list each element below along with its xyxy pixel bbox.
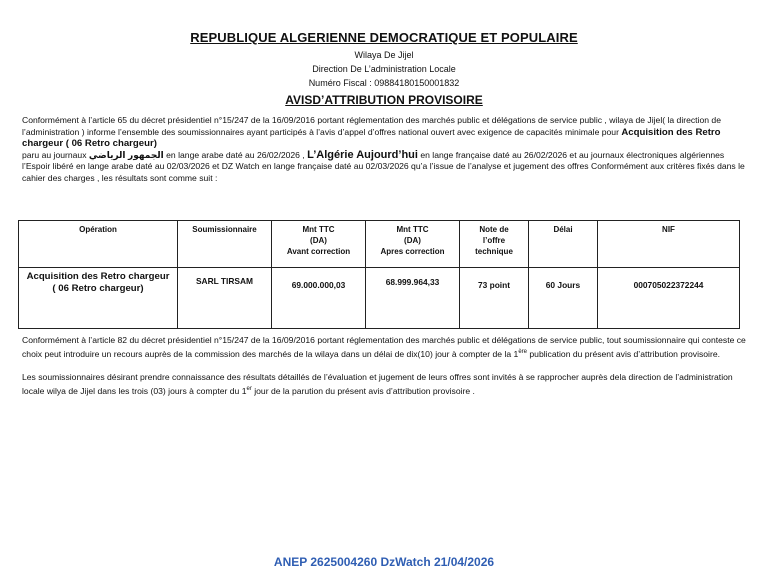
table-row xyxy=(19,268,740,329)
cell-note: 73 point xyxy=(460,268,529,329)
header-delai: Délai xyxy=(529,221,598,268)
intro-text-4: en lange française daté au 26/02/2026 et au journaux électroniques algériennes l’Espoir libéré en lange arabe daté au 02/03/2026 et DZ Watch en lange française daté au 02/03/2026 qu’a l’issue de l’analyse et jugement des offres Conformément aux critères fixés dans le cahier des charges , les résultats sont comme suit : xyxy=(22,149,745,183)
wilaya-line: Wilaya De Jijel xyxy=(354,50,414,60)
direction-line: Direction De L’administration Locale xyxy=(312,64,456,74)
cell-delai: 60 Jours xyxy=(529,268,598,329)
republic-title: REPUBLIQUE ALGERIENNE DEMOCRATIQUE ET POPULAIRE xyxy=(190,30,578,45)
results-table xyxy=(18,220,740,329)
intro-text-1: Conformément à l’article 65 du décret présidentiel n°15/247 de la 16/09/2016 portant réglementation des marchés public et délégations de service public , wilaya de Jijel( la direction de l’administration ) informe l’ensemble des soumissionnaires ayant participés à l’avis d’appel d’offres national ouvert avec exigence de capacités minimale pour xyxy=(22,115,721,137)
header-soumissionnaire: Soumissionnaire xyxy=(178,221,272,268)
cell-mnt-avant: 69.000.000,03 xyxy=(272,268,366,329)
header-operation: Opération xyxy=(19,221,178,268)
intro-text-3: en lange arabe daté au 26/02/2026 , xyxy=(166,149,305,160)
header-mnt-apres: Mnt TTC (DA) Apres correction xyxy=(366,221,460,268)
consultation-paragraph: Les soumissionnaires désirant prendre connaissance des résultats détaillés de l’évaluation et jugement de leurs offres sont invités à se rapprocher auprès dela direction de l’administration locale wilya de Jijel dans les trois (03) jours à compter du 1er jour de la parution du présent avis d’attribution provisoire . xyxy=(22,372,733,396)
intro-paragraph xyxy=(22,115,752,184)
header-note: Note de l’offre technique xyxy=(460,221,529,268)
header-nif: NIF xyxy=(598,221,740,268)
cell-soumissionnaire: SARL TIRSAM xyxy=(178,268,272,329)
recours-paragraph: Conformément à l’article 82 du décret présidentiel n°15/247 de la 16/09/2016 portant réglementation des marchés public et délégations de service public, tout soumissionnaire qui conteste ce choix peut introduire un recours auprès de la commission des marchés de la wilaya dans un délai de dix(10) jour à compter de la 1ère publication du présent avis d’attribution provisoire. xyxy=(22,335,746,359)
intro-text-2: paru au journaux xyxy=(22,149,87,160)
anep-footer: ANEP 2625004260 DzWatch 21/04/2026 xyxy=(273,555,495,569)
fiscal-number: Numéro Fiscal : 09884180150001832 xyxy=(308,78,460,88)
cell-operation: Acquisition des Retro chargeur ( 06 Retro chargeur) xyxy=(19,268,178,329)
acquisition-label: Acquisition des Retro chargeur ( 06 Retro chargeur) xyxy=(22,126,721,149)
header-mnt-avant: Mnt TTC (DA) Avant correction xyxy=(272,221,366,268)
arabic-journal-name: الجمهور الرياضي xyxy=(88,149,164,160)
avis-title: AVISD’ATTRIBUTION PROVISOIRE xyxy=(285,93,483,107)
cell-mnt-apres: 68.999.964,33 xyxy=(366,268,460,329)
algerie-journal-name: L’Algérie Aujourd’hui xyxy=(307,148,418,161)
table-header-row xyxy=(19,221,740,268)
cell-nif: 000705022372244 xyxy=(598,268,740,329)
